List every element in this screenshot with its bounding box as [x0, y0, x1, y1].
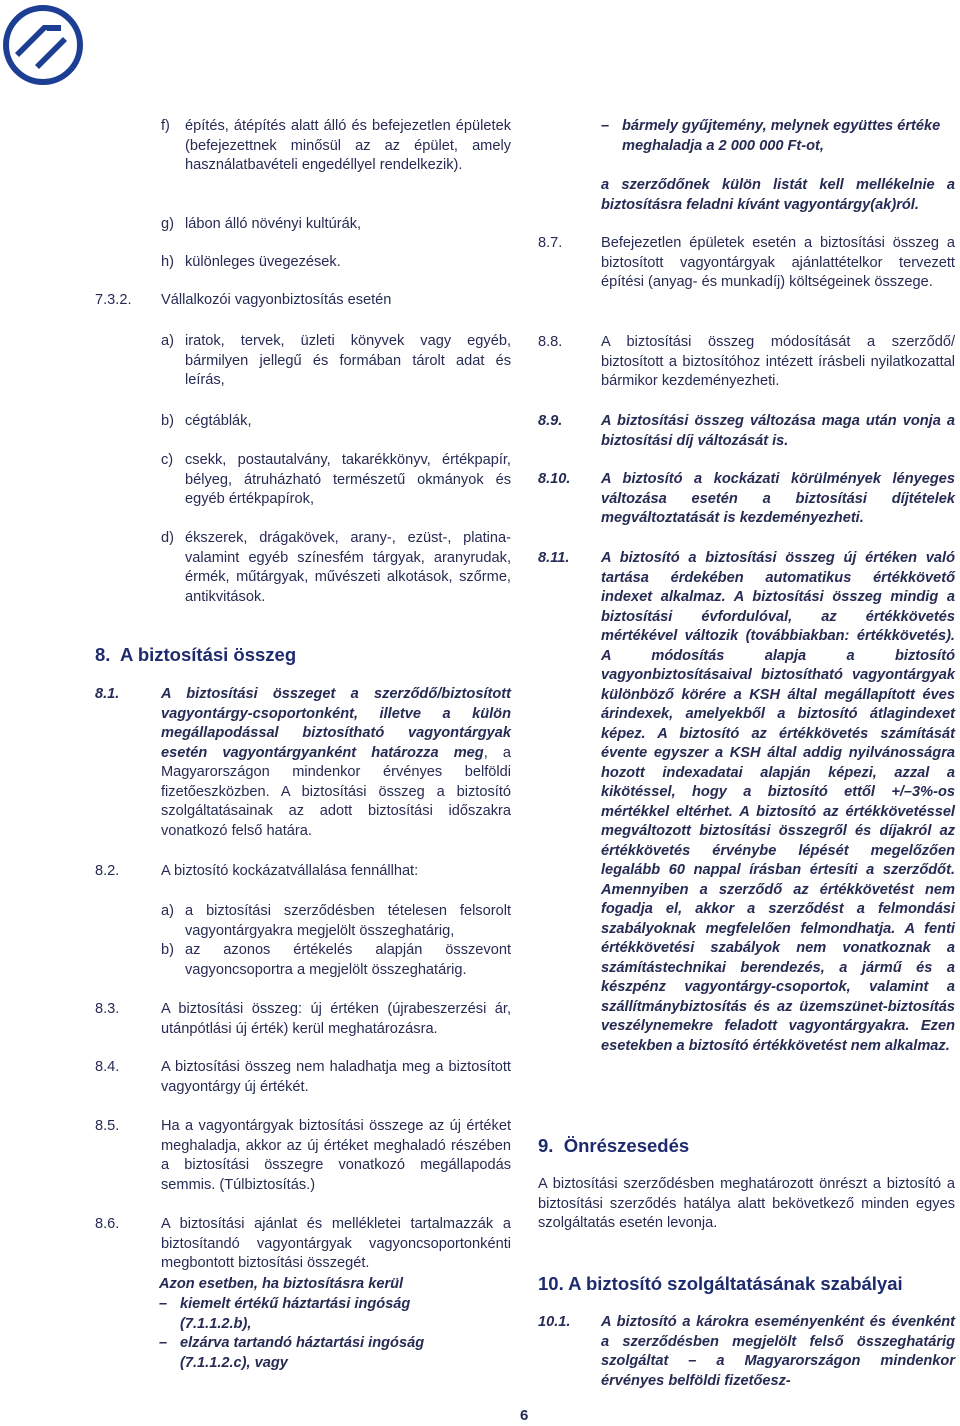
section-regular-text: , a Magyarországon mindenkor érvényes belföldi fizetőeszközben. A biztosítási összeg a biztosító szolgáltatásainak az adott biztosítási időszakra vonatkozó felső határa.	[161, 744, 511, 839]
item-text: lábon álló növényi kultúrák,	[185, 216, 362, 232]
section-text	[161, 685, 511, 841]
section-label: 8.7.	[538, 235, 563, 251]
section-text: Befejezetlen épületek esetén a biztosítási összeg a biztosított vagyontárgyak ajánlattételkor tervezett építési (anyag- és munkadíj) költségeinek összege.	[601, 235, 955, 290]
heading-section-8: 8. A biztosítási összeg	[95, 644, 297, 665]
bullet-text: elzárva tartandó háztartási ingóság (7.1.1.2.c), vagy	[180, 1335, 425, 1371]
item-label: g)	[161, 216, 174, 232]
page-number: 6	[520, 1407, 529, 1424]
list-note: a szerződőnek külön listát kell mellékelnie a biztosításra feladni kívánt vagyontárgy(ak)ról.	[601, 177, 955, 213]
item-label: b)	[161, 942, 174, 958]
item-label: a)	[161, 333, 174, 349]
item-text: építés, átépítés alatt álló és befejezetlen épületek (befejezettnek minősül az az épület, amely használatbavételi engedéllyel rendelkezik).	[185, 118, 511, 173]
heading-section-9: 9. Önrészesedés	[538, 1135, 690, 1156]
section-label: 8.8.	[538, 334, 563, 350]
bullet-text: bármely gyűjtemény, melynek együttes értéke meghaladja a 2 000 000 Ft-ot,	[622, 118, 941, 154]
company-logo-icon	[3, 5, 83, 85]
item-label: c)	[161, 452, 174, 468]
section-8-6-condition: Azon esetben, ha biztosításra kerül	[159, 1276, 404, 1292]
section-bold-text: A biztosítási összeget a szerződő/biztosított vagyontárgy-csoportonként, illetve a külön megállapodással biztosítható vagyontárgyak esetén vagyontárgyanként határozza meg	[161, 686, 511, 761]
bullet-text: kiemelt értékű háztartási ingóság (7.1.1.2.b),	[180, 1296, 411, 1332]
section-label: 8.2.	[95, 863, 120, 879]
item-text: cégtáblák,	[185, 413, 252, 429]
heading-section-10: 10. A biztosító szolgáltatásának szabályai	[538, 1273, 903, 1294]
item-text: különleges üvegezések.	[185, 254, 341, 270]
item-text: csekk, postautalvány, takarékkönyv, értékpapír, bélyeg, átruházható természetű okmányok és egyéb értékpapírok,	[185, 452, 511, 507]
section-text: A biztosítási ajánlat és mellékletei tartalmazzák a biztosítandó vagyontárgyak vagyoncsoportonkénti megbontott biztosítási összegét.	[161, 1216, 511, 1271]
section-text: A biztosítási összeg nem haladhatja meg a biztosított vagyontárgy új értékét.	[161, 1059, 511, 1095]
item-label: a)	[161, 903, 174, 919]
section-label: 8.5.	[95, 1118, 120, 1134]
section-text: A biztosító a károkra eseményenként és évenként a szerződésben megjelölt felső összeghatárig szolgáltat – a Magyarországon mindenkor érvényes belföldi fizetőesz-	[601, 1314, 955, 1389]
dash-bullet: –	[601, 118, 610, 134]
section-9-text: A biztosítási szerződésben meghatározott önrészt a biztosító a biztosítási szerződés hatálya alatt bekövetkező minden egyes szolgáltatás esetén levonja.	[538, 1176, 955, 1231]
section-label: 8.11.	[538, 550, 570, 566]
item-label: f)	[161, 118, 170, 134]
item-text: ékszerek, drágakövek, arany-, ezüst-, platina- valamint egyéb színesfém tárgyak, aranyrudak, érmék, műtárgyak, művészeti alkotások, szőrme, antikvitások.	[185, 530, 511, 605]
section-text: A biztosítási összeg módosítását a szerződő/ biztosított a biztosítóhoz intézett írásbeli nyilatkozattal bármikor kezdeményezheti.	[601, 334, 955, 389]
section-label: 8.3.	[95, 1001, 120, 1017]
section-label: 8.9.	[538, 413, 563, 429]
section-label: 8.1.	[95, 686, 120, 702]
item-label: h)	[161, 254, 174, 270]
section-label: 7.3.2.	[95, 292, 132, 308]
section-text: A biztosító kockázatvállalása fennállhat:	[161, 863, 419, 879]
section-text: A biztosítási összeg: új értéken (újrabeszerzési ár, utánpótlási új érték) kerül meghatározásra.	[161, 1001, 511, 1037]
section-label: 8.4.	[95, 1059, 120, 1075]
section-label: 10.1.	[538, 1314, 571, 1330]
item-label: d)	[161, 530, 174, 546]
section-text: Ha a vagyontárgyak biztosítási összege az új értéket meghaladja, akkor az új értéket meghaladó részében a biztosítási összegre vonatkozó megállapodás semmis. (Túlbiztosítás.)	[161, 1118, 511, 1193]
dash-bullet: –	[159, 1296, 168, 1312]
section-text: Vállalkozói vagyonbiztosítás esetén	[161, 292, 392, 308]
section-label: 8.10.	[538, 471, 571, 487]
section-label: 8.6.	[95, 1216, 120, 1232]
item-label: b)	[161, 413, 174, 429]
item-text: iratok, tervek, üzleti könyvek vagy egyéb, bármilyen jellegű és formában tárolt adat és leírás,	[185, 333, 511, 388]
item-text: az azonos értékelés alapján összevont vagyoncsoportra a megjelölt összeghatárig.	[185, 942, 511, 978]
section-text: A biztosítási összeg változása maga után vonja a biztosítási díj változását is.	[601, 413, 955, 449]
item-text: a biztosítási szerződésben tételesen felsorolt vagyontárgyakra megjelölt összeghatárig,	[185, 903, 511, 939]
section-text: A biztosító a kockázati körülmények lényeges változása esetén a biztosítási díjtételek megváltoztatását is kezdeményezheti.	[601, 471, 955, 526]
dash-bullet: –	[159, 1335, 168, 1351]
section-text: A biztosító a biztosítási összeg új értéken való tartása érdekében automatikus értékkövető indexet alkalmaz. A biztosítási összeg mindig a biztosítási évfordulóval, az értékkövetés mértékével változik (továbbiakban: értékkövetés). A módosítás alapja a biztosító vagyonbiztosításaival biztosítható vagyontárgyak különböző körére a KSH által megállapított éves árindexek, amelyekből a biztosító átlagindexet képez. A biztosító az értékkövetés számítását évente egyszer a KSH által addig nyilvánosságra hozott indexadatai alapján képezi, azzal a kikötéssel, hogy a biztosító ettől +/–3%-os mértékkel eltérhet. A biztosító az értékkövetéssel megváltozott biztosítási összegről és díjakról az értékkövetés érvénybe lépését megelőzően legalább 60 nappal írásban értesíti a szerződőt. Amennyiben a szerződő az értékkövetést nem fogadja el, akkor a szerződést a felmondási szabályoknak megfelelően felmondhatja. A fenti értékkövetési szabályok nem vonatkoznak a számítástechnikai berendezés, a jármű és a készpénz vagyontárgy-csoportok, valamint a szállítmánybiztosítás és az üzemszünet-biztosítás veszélynemekre feladott vagyontárgyakra. Ezen esetekben a biztosító értékkövetést nem alkalmaz.	[601, 550, 955, 1054]
